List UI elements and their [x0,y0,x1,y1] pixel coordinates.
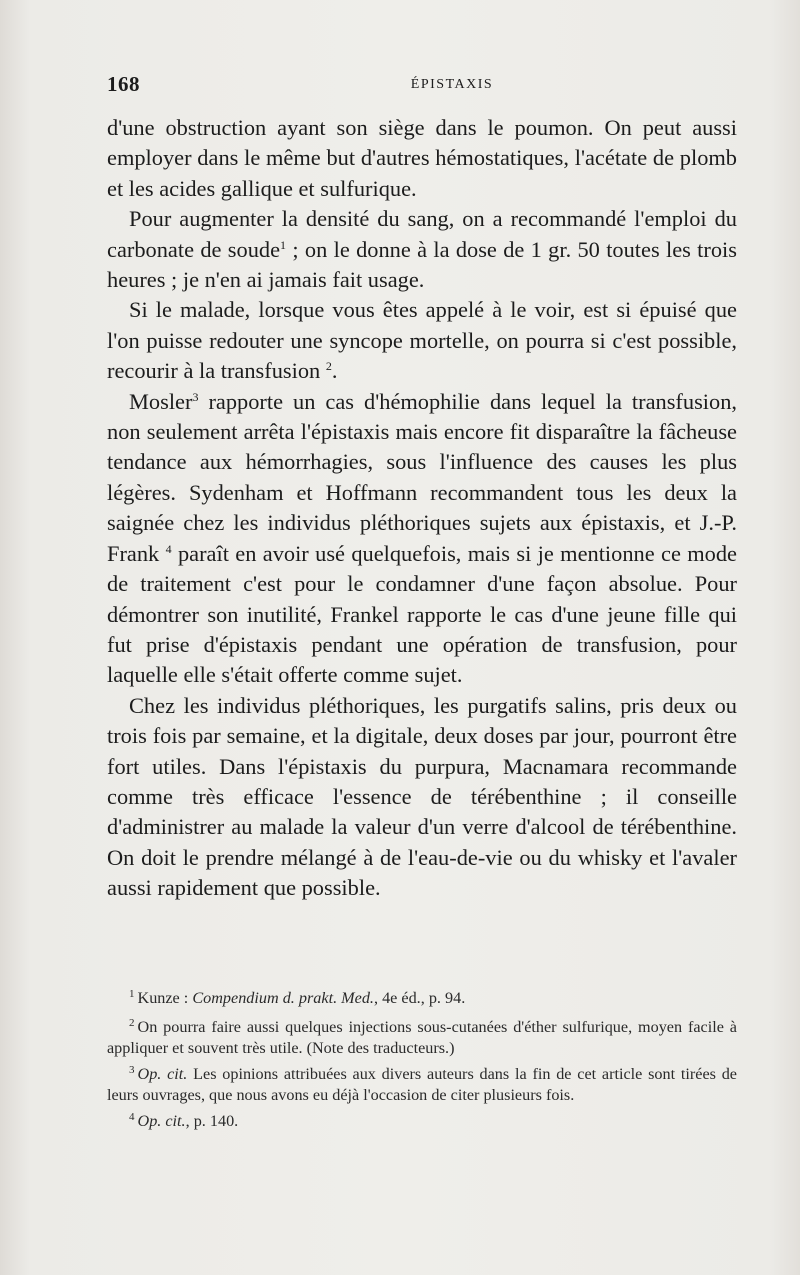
footnote-3: $^3$ Op. cit. Les opinions attribuées aux divers auteurs dans la fin de cet article sont tirées de leurs ouvrages, que nous avons eu déjà l'occasion de citer plusieurs fois. [107,1064,737,1104]
paragraph-2: Pour augmenter la densité du sang, on a recommandé l'emploi du carbonate de soude$^1$ ; on le donne à la dose de 1 gr. 50 toutes les trois heures ; je n'en ai jamais fait usage. [107,206,737,293]
footnote-ref-2[interactable]: 2 [325,359,332,374]
paragraph-4: Mosler$^3$ rapporte un cas d'hémophilie dans lequel la transfusion, non seulement arrêta l'épistaxis mais encore fit disparaître la fâcheuse tendance aux hémorrhagies, sous l'influence des causes les plus légères. Sydenham et Hoffmann recommandent tous les deux la saignée chez les individus pléthoriques sujets aux épistaxis, et J.-P. Frank $^4$ paraît en avoir usé quelquefois, mais si je mentionne ce mode de traitement c'est pour le condamner d'une façon absolue. Pour démontrer son inutilité, Frankel rapporte le cas d'une jeune fille qui fut prise d'épistaxis pendant une opération de transfusion, pour laquelle elle s'était offerte comme sujet. [107,388,737,688]
footnote-ref-3[interactable]: 3 [192,389,199,404]
paragraph-5: Chez les individus pléthoriques, les purgatifs salins, pris deux ou trois fois par semaine, et la digitale, deux doses par jour, pourront être fort utiles. Dans l'épistaxis du purpura, Macnamara recommande comme très efficace l'essence de térébenthine ; il conseille d'administrer au malade la valeur d'un verre d'alcool de térébenthine. On doit le prendre mélangé à de l'eau-de-vie ou du whisky et l'avaler aussi rapidement que possible. [107,692,737,901]
footnote-1: $^1$ Kunze : Compendium d. prakt. Med., 4e éd., p. 94. [129,988,466,1007]
page-number: 168 [107,72,140,96]
page-header [107,72,737,102]
paragraph-1: d'une obstruction ayant son siège dans le poumon. On peut aussi employer dans le même but d'autres hémostatiques, l'acétate de plomb et les acides gallique et sulfurique. [107,115,737,201]
footnote-ref-4[interactable]: 4 [165,541,172,556]
footnotes [107,988,737,1137]
paragraph-3: Si le malade, lorsque vous êtes appelé à le voir, est si épuisé que l'on puisse redouter une syncope mortelle, on pourra si c'est possible, recourir à la transfusion $^2$. [107,297,737,384]
footnote-2: $^2$ On pourra faire aussi quelques injections sous-cutanées d'éther sulfurique, moyen facile à appliquer et souvent très utile. (Note des traducteurs.) [107,1017,737,1057]
footnote-4: $^4$ Op. cit., p. 140. [129,1111,239,1130]
running-title: ÉPISTAXIS [410,77,494,92]
footnote-ref-1[interactable]: 1 [280,237,287,252]
body-text [107,113,737,904]
